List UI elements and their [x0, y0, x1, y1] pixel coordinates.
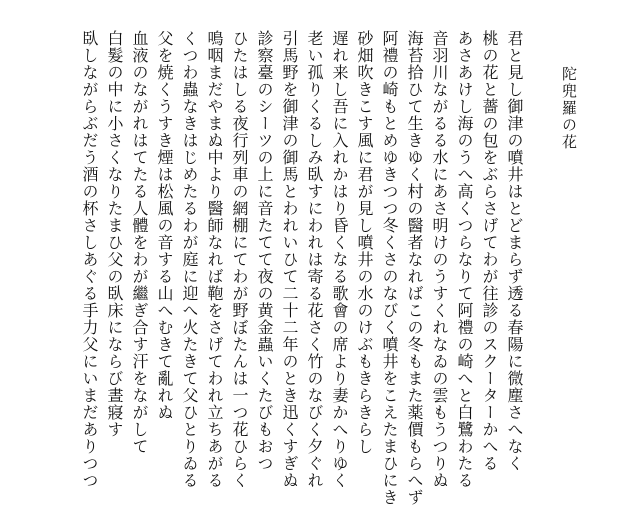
poem-line-6: 阿禮の崎もとめゆきつつ冬くさのなびく噴井をこえたまひにき: [380, 30, 399, 506]
poem-line-2: 桃の花と薔の包をぶらさげてわが往診のスクーターかへる: [480, 30, 499, 472]
poem-line-18: 臥しながらぶだう酒の杯さしあぐる手力父にいまだありつつ: [80, 30, 99, 489]
poem-line-5: 海苔拾ひて生きゆく村の醫者なればこの冬もまた薬價もらへず: [405, 30, 424, 506]
poem-line-13: 鳴咽まだやまぬ中より醫師なれば鞄をさげてわれ立ちあがる: [205, 30, 224, 489]
poem-line-4: 音羽川ながるる水にあさ明けのうすくれなゐの雲もうつりぬ: [430, 30, 449, 489]
poem-line-12: ひたはしる夜行列車の網棚にてわが野ぼたんは一つ花ひらく: [230, 30, 249, 489]
poem-line-9: 老い孤りくるしみ臥すにわれは寄る花さく竹のなびく夕ぐれ: [305, 30, 324, 489]
poem-line-8: 遅れ来し吾に入れかはり昏くなる歌會の席より妻かへりゆく: [330, 30, 349, 489]
poem-title: 陀兜羅の花: [560, 66, 578, 151]
poem-line-11: 診察臺のシーツの上に音たてて夜の黄金蟲いくたびもおつ: [255, 30, 274, 472]
poem-line-17: 白髮の中に小さくなりたまひ父の臥床にならび晝寢す: [105, 30, 124, 438]
poem-line-10: 引馬野を御津の御馬とわれいひて二十二年のとき迅くすぎぬ: [280, 30, 299, 489]
poem-line-16: 血液のながれはてたる人體をわが繼ぎ合す汗をながして: [130, 30, 149, 455]
poem-line-3: あさあけし海のうへ高くつらなりて阿禮の崎へと白鷺わたる: [455, 30, 474, 489]
poem-line-15: 父を焼くうすき煙は松風の音する山へむきて亂れぬ: [155, 30, 174, 421]
poem-line-14: くつわ蟲なきはじめたるわが庭に迎へ火たきて父ひとりゐる: [180, 30, 199, 489]
poem-line-7: 砂畑吹きこす風に君が見し噴井の水のけぶもきらきらし: [355, 30, 374, 455]
poem-line-1: 君と見し御津の噴井はとどまらず透る春陽に微塵さへなく: [505, 30, 524, 472]
